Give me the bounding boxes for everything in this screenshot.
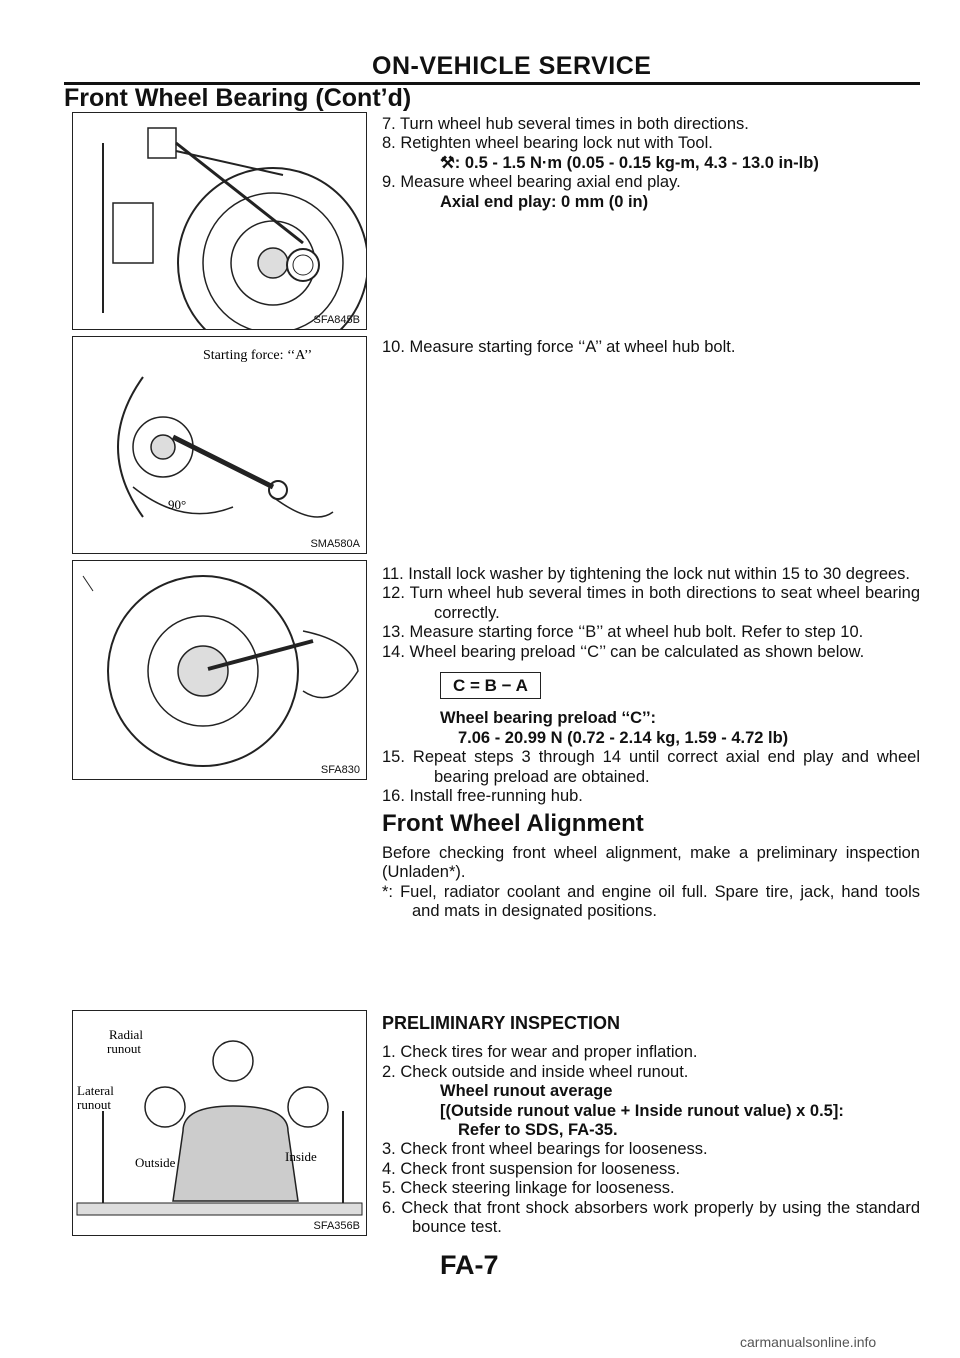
alignment-intro: Before checking front wheel alignment, make a preliminary inspection (Unladen*).: [382, 843, 920, 882]
prelim-step-6: 6. Check that front shock absorbers work properly by using the standard bounce test.: [382, 1198, 920, 1237]
step-10: 10. Measure starting force ‘‘A’’ at wheel hub bolt.: [382, 338, 736, 356]
preliminary-inspection: [382, 1014, 920, 1237]
step-15: 15. Repeat steps 3 through 14 until correct axial end play and wheel bearing preload are obtained.: [382, 748, 920, 786]
figure-sma580a: [72, 336, 367, 554]
figure-sfa830: [72, 560, 367, 780]
inside-label: Inside: [285, 1149, 317, 1164]
prelim-step-2: 2. Check outside and inside wheel runout.: [382, 1062, 689, 1081]
axial-end-play-spec: Axial end play: 0 mm (0 in): [440, 192, 649, 211]
prelim-step-1: 1. Check tires for wear and proper inflation.: [382, 1043, 698, 1062]
runout-formula: [(Outside runout value + Inside runout value) x 0.5]:: [440, 1101, 844, 1120]
step-10-block: [382, 338, 920, 357]
step-13: 13. Measure starting force ‘‘B’’ at wheel hub bolt. Refer to step 10.: [382, 623, 864, 642]
step-11: 11. Install lock washer by tightening the lock nut within 15 to 30 degrees.: [382, 565, 911, 583]
step-12: 12. Turn wheel hub several times in both directions to seat wheel bearing correctly.: [382, 584, 920, 622]
figure-code: SFA830: [320, 764, 360, 776]
figure-sfa356b: [72, 1010, 367, 1236]
torque-value: : 0.5 - 1.5 N·m (0.05 - 0.15 kg-m, 4.3 - 13.0 in-lb): [454, 153, 819, 172]
page-number: FA-7: [440, 1250, 499, 1280]
runout-label: Wheel runout average: [440, 1082, 613, 1101]
angle-label: 90°: [168, 497, 187, 512]
outside-label: Outside: [135, 1155, 176, 1170]
step-7: 7. Turn wheel hub several times in both directions.: [382, 115, 749, 133]
preload-value: 7.06 - 20.99 N (0.72 - 2.14 kg, 1.59 - 4.72 lb): [458, 728, 789, 747]
radial-line-2: runout: [107, 1041, 141, 1056]
starting-force-illustration: [73, 337, 366, 553]
watermark: carmanualsonline.info: [740, 1334, 877, 1350]
step-8: 8. Retighten wheel bearing lock nut with Tool.: [382, 134, 713, 153]
lateral-line-2: runout: [77, 1097, 111, 1112]
preload-formula: C = B − A: [440, 672, 541, 699]
lock-washer-illustration: [73, 561, 366, 779]
alignment-note: *: Fuel, radiator coolant and engine oil full. Spare tire, jack, hand tools and mats in designated positions.: [382, 882, 920, 921]
figure-code: SMA580A: [310, 538, 360, 550]
lateral-line-1: Lateral: [77, 1083, 114, 1098]
prelim-step-3: 3. Check front wheel bearings for looseness.: [382, 1140, 708, 1159]
figure-code: SFA356B: [313, 1220, 360, 1232]
alignment-heading: Front Wheel Alignment: [382, 810, 644, 838]
lateral-runout-label: [77, 1083, 117, 1112]
radial-runout-label: [107, 1027, 146, 1056]
figure-code: SFA845B: [313, 314, 360, 326]
preload-label: Wheel bearing preload ‘‘C’’:: [440, 709, 657, 728]
starting-force-label: Starting force: ‘‘A’’: [203, 348, 313, 363]
page-subtitle: Front Wheel Bearing (Cont’d): [64, 84, 412, 112]
torque-wrench-icon: ⚒: [440, 153, 455, 172]
runout-ref: Refer to SDS, FA-35.: [458, 1121, 618, 1140]
prelim-step-5: 5. Check steering linkage for looseness.: [382, 1179, 675, 1198]
wheel-hub-dial-gauge-illustration: [73, 113, 366, 329]
step-14: 14. Wheel bearing preload ‘‘C’’ can be calculated as shown below.: [382, 642, 865, 661]
section-title: ON-VEHICLE SERVICE: [372, 52, 652, 80]
steps-11-16: [382, 565, 920, 922]
step-16: 16. Install free-running hub.: [382, 787, 583, 806]
prelim-step-4: 4. Check front suspension for looseness.: [382, 1159, 681, 1178]
radial-line-1: Radial: [109, 1027, 143, 1042]
step-9: 9. Measure wheel bearing axial end play.: [382, 173, 681, 192]
prelim-heading: PRELIMINARY INSPECTION: [382, 1013, 621, 1033]
figure-sfa845b: [72, 112, 367, 330]
wheel-runout-illustration: [73, 1011, 366, 1235]
torque-spec: [382, 154, 920, 173]
steps-7-9: [382, 115, 920, 212]
